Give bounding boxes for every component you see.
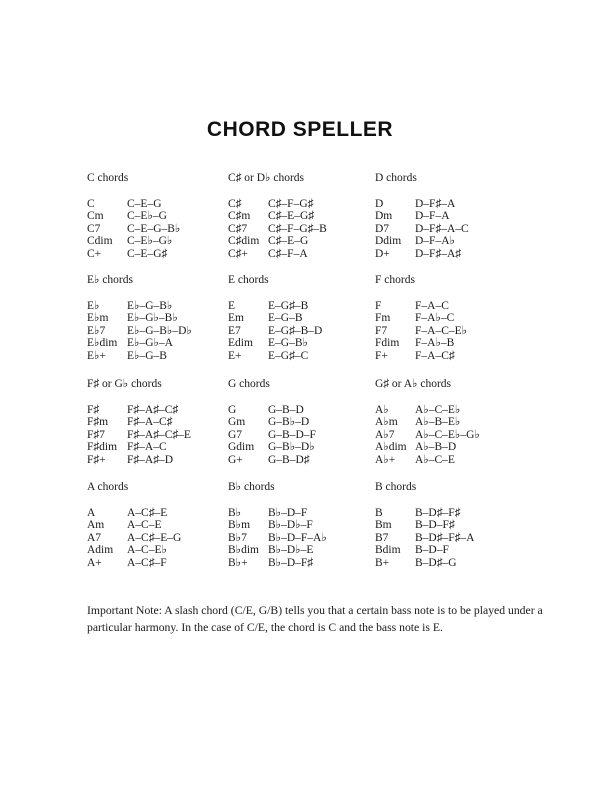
- chord-row: [228, 235, 378, 248]
- chord-group: [228, 172, 378, 261]
- chord-name: E♭dim: [87, 337, 118, 350]
- chord-notes: B–D♯–F♯–A: [415, 531, 475, 544]
- chord-group: [228, 481, 378, 570]
- chord-row: [228, 507, 378, 520]
- chord-notes: B♭–D–F–A♭: [268, 531, 327, 544]
- chord-row: [228, 337, 378, 350]
- chord-name: A♭7: [375, 428, 395, 441]
- chord-notes: E♭–G–B: [127, 349, 167, 362]
- chord-name: F♯dim: [87, 441, 118, 454]
- chord-notes: F–A–C: [415, 299, 449, 312]
- chord-row: [87, 312, 237, 325]
- chord-row: [87, 210, 237, 223]
- chord-notes: D–F–A♭: [415, 235, 455, 248]
- chord-notes: F♯–A–C: [127, 441, 167, 454]
- chord-row: [375, 519, 525, 532]
- chord-name: Edim: [228, 337, 253, 350]
- chord-name: Fdim: [375, 337, 400, 350]
- chord-name: C♯dim: [228, 235, 260, 248]
- chord-group-heading: B♭ chords: [228, 481, 275, 493]
- chord-name: B♭: [228, 506, 242, 519]
- chord-notes: A–C♯–E–G: [127, 531, 182, 544]
- chord-name: C+: [87, 247, 102, 260]
- chord-name: Gm: [228, 416, 246, 429]
- chord-notes: G–B♭–D: [268, 416, 310, 429]
- chord-row: [375, 429, 525, 442]
- chord-notes: G–B–D: [268, 403, 304, 416]
- chord-name: Gdim: [228, 441, 255, 454]
- chord-row: [228, 519, 378, 532]
- chord-notes: D–F♯–A: [415, 197, 456, 210]
- chord-name: Cdim: [87, 235, 113, 248]
- chord-group-heading: E♭ chords: [87, 274, 133, 286]
- chord-name: E♭m: [87, 312, 109, 325]
- chord-name: E+: [228, 349, 242, 362]
- chord-row: [228, 350, 378, 363]
- chord-row: [375, 248, 525, 261]
- chord-notes: C–E♭–G: [127, 210, 167, 223]
- chord-notes: C♯–F–A: [268, 247, 308, 260]
- chord-notes: A♭–B–E♭: [415, 416, 461, 429]
- chord-name: A♭m: [375, 416, 398, 429]
- chord-row: [87, 248, 237, 261]
- chord-notes: C♯–F–G♯: [268, 197, 314, 210]
- chord-row: [375, 441, 525, 454]
- chord-row: [375, 507, 525, 520]
- chord-row: [375, 532, 525, 545]
- chord-notes: A♭–C–E♭–G♭: [415, 428, 480, 441]
- chord-row: [228, 312, 378, 325]
- chord-name: E♭7: [87, 324, 106, 337]
- chord-name: Ddim: [375, 235, 402, 248]
- chord-group-heading: A chords: [87, 481, 129, 493]
- chord-row: [87, 441, 237, 454]
- chord-name: Fm: [375, 312, 391, 325]
- chord-name: B♭m: [228, 519, 251, 532]
- chord-group-heading: C chords: [87, 172, 129, 184]
- chord-name: Am: [87, 519, 105, 532]
- chord-group: [375, 378, 525, 467]
- chord-notes: C♯–E–G: [268, 235, 309, 248]
- chord-notes: A–C–E♭: [127, 544, 167, 557]
- chord-name: Bm: [375, 519, 392, 532]
- chord-name: Dm: [375, 210, 393, 223]
- chord-row: [87, 223, 237, 236]
- chord-notes: C–E–G♯: [127, 247, 168, 260]
- chord-name: B+: [375, 556, 390, 569]
- chord-notes: G–B♭–D♭: [268, 441, 315, 454]
- chord-notes: C–E–G–B♭: [127, 222, 181, 235]
- chord-name: C♯7: [228, 222, 248, 235]
- chord-notes: E♭–G♭–B♭: [127, 312, 178, 325]
- chord-name: F♯7: [87, 428, 105, 441]
- chord-name: Cm: [87, 210, 104, 223]
- chord-row: [228, 300, 378, 313]
- chord-row: [87, 404, 237, 417]
- chord-notes: C–E–G: [127, 197, 162, 210]
- chord-name: B♭7: [228, 531, 247, 544]
- chord-name: A7: [87, 531, 102, 544]
- chord-row: [375, 337, 525, 350]
- chord-group: [375, 274, 525, 363]
- chord-row: [228, 223, 378, 236]
- chord-notes: A–C–E: [127, 519, 162, 532]
- chord-name: E♭: [87, 299, 100, 312]
- chord-notes: F–A♭–C: [415, 312, 455, 325]
- chord-name: G+: [228, 453, 243, 466]
- chord-row: [375, 557, 525, 570]
- chord-row: [228, 248, 378, 261]
- chord-row: [375, 300, 525, 313]
- chord-row: [375, 454, 525, 467]
- chord-notes: B–D–F♯: [415, 519, 455, 532]
- chord-notes: E–G♯–B–D: [268, 324, 323, 337]
- chord-notes: A♭–C–E: [415, 453, 455, 466]
- chord-row: [87, 235, 237, 248]
- chord-row: [375, 325, 525, 338]
- chord-notes: E–G♯–C: [268, 349, 309, 362]
- chord-notes: E♭–G♭–A: [127, 337, 173, 350]
- chord-row: [228, 210, 378, 223]
- chord-group-heading: C♯ or D♭ chords: [228, 172, 305, 184]
- chord-name: A♭: [375, 403, 389, 416]
- chord-notes: E♭–G–B♭: [127, 299, 173, 312]
- chord-row: [228, 416, 378, 429]
- chord-row: [375, 312, 525, 325]
- chord-notes: E–G–B♭: [268, 337, 308, 350]
- chord-notes: F–A–C–E♭: [415, 324, 468, 337]
- chord-name: G7: [228, 428, 243, 441]
- chord-row: [87, 519, 237, 532]
- chord-notes: B♭–D–F: [268, 506, 308, 519]
- chord-notes: B–D–F: [415, 544, 449, 557]
- chord-name: E♭+: [87, 349, 106, 362]
- chord-name: Bdim: [375, 544, 401, 557]
- chord-row: [87, 198, 237, 211]
- chord-group: [87, 378, 237, 467]
- chord-row: [375, 350, 525, 363]
- chord-notes: A–C♯–F: [127, 556, 167, 569]
- chord-group: [87, 481, 237, 570]
- chord-group: [87, 172, 237, 261]
- chord-notes: C–E♭–G♭: [127, 235, 173, 248]
- chord-row: [87, 557, 237, 570]
- chord-notes: B–D♯–G: [415, 556, 457, 569]
- page-title: CHORD SPELLER: [206, 118, 394, 141]
- chord-name: C: [87, 197, 95, 210]
- chord-notes: A–C♯–E: [127, 506, 168, 519]
- chord-notes: F–A♭–B: [415, 337, 455, 350]
- chord-group: [375, 172, 525, 261]
- chord-notes: E♭–G–B♭–D♭: [127, 324, 192, 337]
- chord-notes: B♭–D–F♯: [268, 556, 314, 569]
- chord-name: D7: [375, 222, 390, 235]
- chord-name: C♯: [228, 197, 242, 210]
- chord-row: [87, 416, 237, 429]
- chord-group-heading: G chords: [228, 378, 270, 390]
- chord-name: F: [375, 299, 382, 312]
- chord-name: B: [375, 506, 383, 519]
- chord-notes: B–D♯–F♯: [415, 506, 461, 519]
- chord-notes: E–G♯–B: [268, 299, 309, 312]
- chord-name: F7: [375, 324, 388, 337]
- chord-name: A: [87, 506, 96, 519]
- chord-name: D+: [375, 247, 390, 260]
- chord-row: [87, 507, 237, 520]
- chord-name: B♭+: [228, 556, 248, 569]
- chord-name: C♯m: [228, 210, 251, 223]
- chord-group: [228, 274, 378, 363]
- chord-notes: D–F–A: [415, 210, 450, 223]
- chord-name: C♯+: [228, 247, 248, 260]
- chord-row: [375, 210, 525, 223]
- chord-group-heading: F chords: [375, 274, 415, 286]
- chord-name: F♯+: [87, 453, 106, 466]
- chord-group-heading: G♯ or A♭ chords: [375, 378, 452, 390]
- chord-notes: G–B–D♯: [268, 453, 310, 466]
- chord-notes: G–B–D–F: [268, 428, 316, 441]
- chord-row: [375, 416, 525, 429]
- chord-name: F♯: [87, 403, 100, 416]
- chord-notes: B♭–D♭–F: [268, 519, 313, 532]
- chord-notes: F♯–A♯–C♯: [127, 403, 179, 416]
- chord-row: [87, 300, 237, 313]
- chord-name: F♯m: [87, 416, 109, 429]
- chord-notes: F♯–A♯–C♯–E: [127, 428, 191, 441]
- chord-row: [375, 198, 525, 211]
- chord-name: B7: [375, 531, 389, 544]
- chord-row: [228, 325, 378, 338]
- chord-row: [375, 404, 525, 417]
- chord-group-heading: E chords: [228, 274, 269, 286]
- chord-name: A♭+: [375, 453, 396, 466]
- chord-name: A+: [87, 556, 102, 569]
- chord-notes: F–A–C♯: [415, 349, 455, 362]
- chord-row: [87, 454, 237, 467]
- chord-name: E7: [228, 324, 241, 337]
- chord-group: [87, 274, 237, 363]
- chord-row: [228, 532, 378, 545]
- chord-group: [228, 378, 378, 467]
- chord-group-heading: B chords: [375, 481, 417, 493]
- chord-row: [375, 235, 525, 248]
- chord-row: [228, 544, 378, 557]
- chord-notes: E–G–B: [268, 312, 303, 325]
- chord-notes: B♭–D♭–E: [268, 544, 314, 557]
- chord-notes: F♯–A–C♯: [127, 416, 173, 429]
- chord-row: [87, 350, 237, 363]
- chord-group-heading: D chords: [375, 172, 417, 184]
- chord-notes: D–F♯–A–C: [415, 222, 469, 235]
- chord-row: [228, 441, 378, 454]
- chord-notes: C♯–E–G♯: [268, 210, 314, 223]
- chord-row: [228, 454, 378, 467]
- important-note: Important Note: A slash chord (C/E, G/B) tells you that a certain bass note is to be played under a particular harmony. In the case of C/E, the chord is C and the bass note is E.: [87, 604, 543, 634]
- chord-notes: F♯–A♯–D: [127, 453, 174, 466]
- chord-row: [87, 325, 237, 338]
- chord-notes: C♯–F–G♯–B: [268, 222, 327, 235]
- chord-row: [87, 429, 237, 442]
- chord-name: G: [228, 403, 237, 416]
- chord-name: E: [228, 299, 236, 312]
- chord-row: [375, 223, 525, 236]
- chord-group: [375, 481, 525, 570]
- chord-group-heading: F♯ or G♭ chords: [87, 378, 162, 390]
- chord-row: [87, 532, 237, 545]
- chord-name: D: [375, 197, 384, 210]
- chord-name: A♭dim: [375, 441, 407, 454]
- chord-notes: D–F♯–A♯: [415, 247, 462, 260]
- chord-name: C7: [87, 222, 101, 235]
- chord-notes: A♭–B–D: [415, 441, 457, 454]
- chord-row: [87, 544, 237, 557]
- chord-row: [228, 429, 378, 442]
- chord-notes: A♭–C–E♭: [415, 403, 461, 416]
- chord-row: [228, 198, 378, 211]
- chord-name: F+: [375, 349, 388, 362]
- chord-row: [87, 337, 237, 350]
- chord-row: [228, 404, 378, 417]
- chord-name: Adim: [87, 544, 114, 557]
- chord-row: [375, 544, 525, 557]
- chord-name: B♭dim: [228, 544, 259, 557]
- chord-row: [228, 557, 378, 570]
- chord-name: Em: [228, 312, 244, 325]
